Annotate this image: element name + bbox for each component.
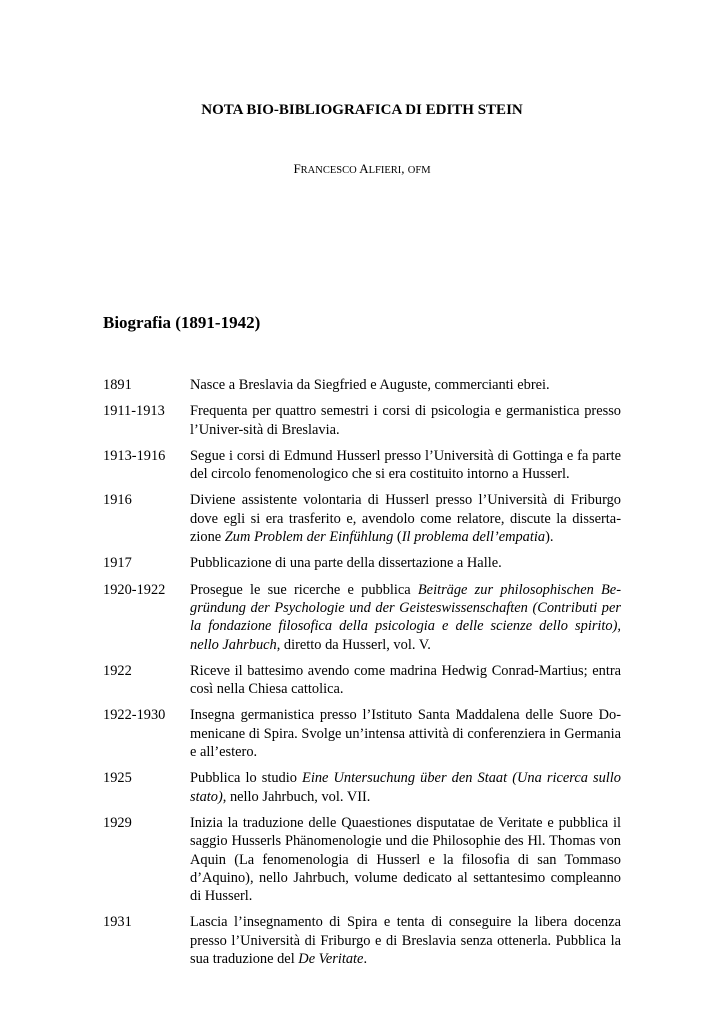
entry-text (190, 491, 621, 546)
timeline-entry (103, 913, 621, 968)
timeline-entry (103, 581, 621, 654)
entry-text-run: . (363, 951, 368, 968)
entry-text (190, 581, 621, 654)
entry-year: 1920-1922 (103, 581, 166, 598)
entry-text (190, 402, 621, 439)
author-last-initial: A (359, 161, 369, 176)
entry-year: 1891 (103, 377, 132, 393)
entry-text (190, 662, 621, 699)
entry-text-run: Nasce a Breslavia da Siegfried e Auguste, commercianti ebrei. (190, 377, 550, 393)
entry-text-run: Inizia la traduzione delle Quaestiones disputatae de Veritate e pubblica il saggio Husserls Phänomenologie und die Philosophie des Hl. Thomas von Aquin (La fenomenologia di Husserl e la filosofia di san Tommaso d’Aquino), nello Jahrbuch, volume dedicato al settantesimo compleanno di Husserl. (190, 814, 621, 905)
timeline-entry (103, 814, 621, 905)
entry-text-italic: De Veritate (298, 951, 364, 968)
entry-year: 1913-1916 (103, 447, 166, 464)
timeline-entry (103, 447, 621, 484)
entry-text-run: Pubblicazione di una parte della dissertazione a Halle. (190, 555, 502, 572)
entry-text-run: Insegna germanistica presso l’Istituto Santa Maddalena delle Suore Domenicane di Spira. Svolge un’intensa attività di conferenziera in Germania e all’estero. (190, 707, 621, 761)
entry-text (190, 376, 621, 394)
author-line: FRANCESCO ALFIERI, OFM (293, 161, 431, 176)
entry-text (190, 769, 621, 806)
entry-text-run: Prosegue le sue ricerche e pubblica (190, 581, 418, 598)
entry-text-run: Diviene assistente volontaria di Husserl presso l’Università di Friburgo dove egli si era trasferito e, avendolo come relatore, discute la dissertazione (190, 492, 621, 546)
entry-text (190, 814, 621, 905)
timeline-entry (103, 402, 621, 439)
entry-text-run: , nello Jahrbuch, vol. VII. (222, 788, 371, 805)
author-order: OFM (407, 165, 431, 176)
entry-text (190, 447, 621, 484)
entry-year: 1917 (103, 555, 132, 572)
author-first-initial: F (293, 161, 301, 176)
timeline-entry (103, 491, 621, 546)
entry-text-run: Riceve il battesimo avendo come madrina Hedwig Conrad-Martius; entra così nella Chiesa cattolica. (190, 662, 621, 698)
entry-text-run: Segue i corsi di Edmund Husserl presso l’Università di Gottinga e fa parte del circolo fenomenologico che si era costituito intorno a Husserl. (190, 447, 621, 483)
entry-text-run: , diretto da Husserl, vol. V. (276, 636, 431, 653)
entry-text-run: Frequenta per quattro semestri i corsi di psicologia e germanistica presso l’Univer-sità di Breslavia. (190, 403, 621, 438)
entry-text (190, 554, 621, 572)
entry-year: 1916 (103, 492, 132, 509)
entry-text-run: ( (393, 529, 402, 546)
timeline-entry (103, 706, 621, 761)
section-heading: Biografia (1891-1942) (103, 313, 261, 332)
page-title: NOTA BIO-BIBLIOGRAFICA DI EDITH STEIN (201, 102, 523, 118)
entry-text (190, 913, 621, 968)
entry-text-run: ). (545, 529, 554, 546)
entry-text-italic: Beiträge zur philosophischen Begründung der Psychologie und der Geisteswissenschaften (Contributi per la fondazione filosofica della psicologia e delle scienze dello spirito), nello Jahrbuch (190, 581, 621, 653)
timeline-entry (103, 662, 621, 699)
entry-text-run: Lascia l’insegnamento di Spira e tenta di conseguire la libera docenza presso l’Università di Friburgo e di Breslavia senza ottenerla. Pubblica la sua traduzione del (190, 914, 621, 968)
biography-timeline (103, 376, 621, 976)
timeline-entry (103, 376, 621, 394)
entry-text-italic: Il problema dell’empatia (401, 529, 546, 546)
author-last-rest: LFIERI (368, 165, 402, 176)
entry-year: 1911-1913 (103, 403, 165, 420)
entry-year: 1922-1930 (103, 707, 166, 724)
entry-year: 1931 (103, 914, 132, 931)
timeline-entry (103, 769, 621, 806)
entry-year: 1929 (103, 814, 132, 831)
entry-text (190, 706, 621, 761)
entry-year: 1925 (103, 770, 132, 787)
entry-year: 1922 (103, 662, 132, 679)
entry-text-run: Pubblica lo studio (190, 770, 303, 787)
entry-text-italic: Eine Untersuchung über den Staat (Una ricerca sullo stato) (190, 770, 621, 805)
timeline-entry (103, 554, 621, 572)
entry-text-italic: Zum Problem der Einfühlung (224, 529, 394, 546)
author-first-rest: RANCESCO (300, 165, 357, 176)
